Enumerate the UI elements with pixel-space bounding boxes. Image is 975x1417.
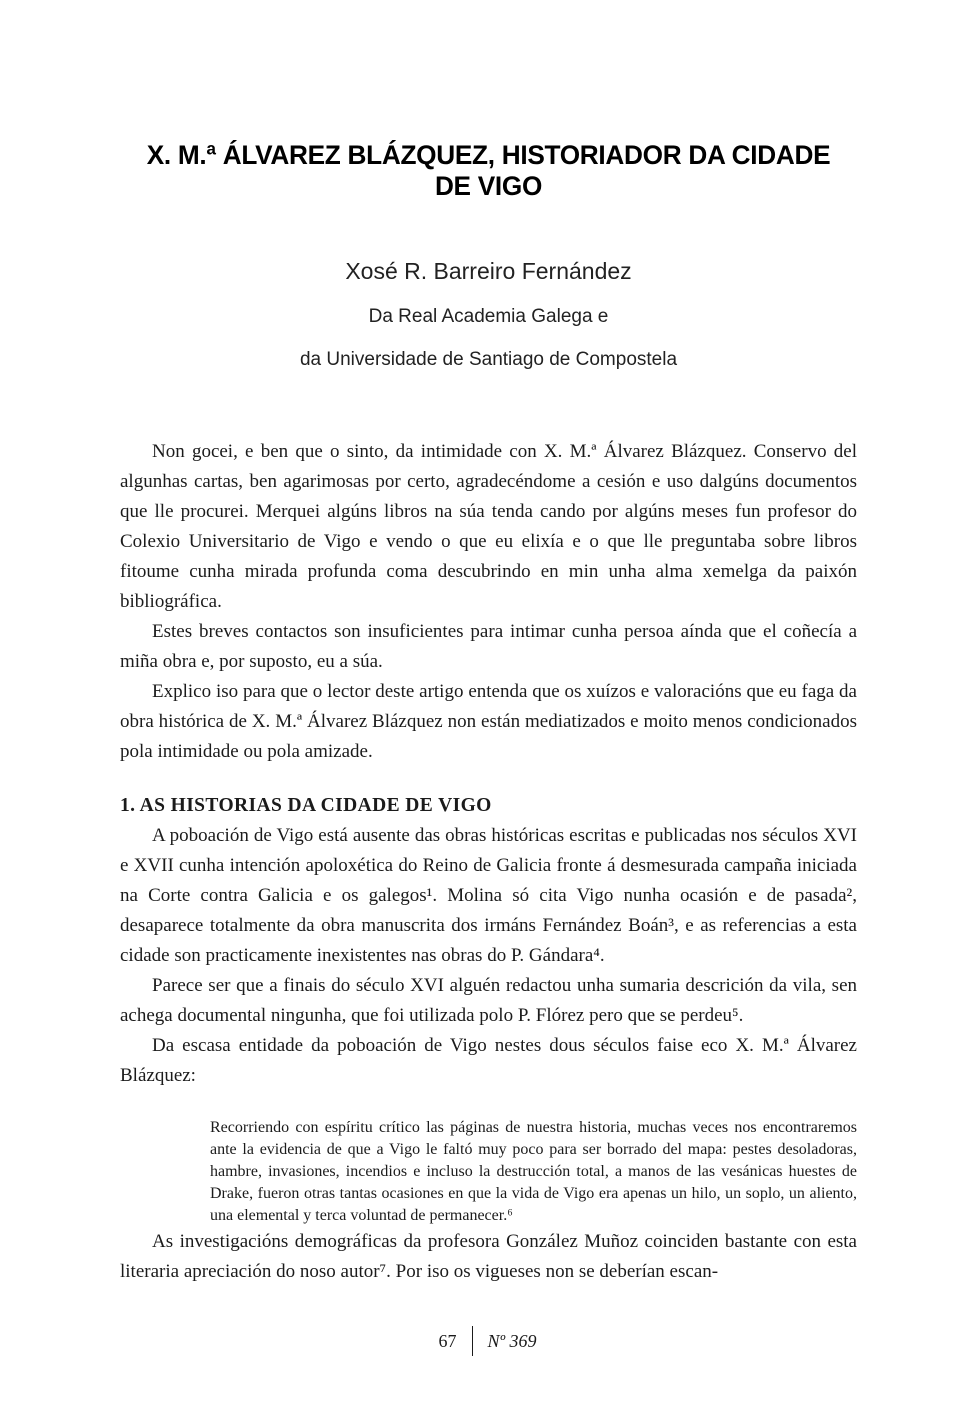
- page-footer: [0, 1326, 975, 1356]
- footer-divider: [472, 1326, 473, 1356]
- body-paragraph: As investigacións demográficas da profesora González Muñoz coinciden bastante con esta literaria apreciación do noso autor⁷. Por iso os vigueses non se deberían escan-: [120, 1231, 857, 1282]
- block-quote: Recorriendo con espíritu crítico las páginas de nuestra historia, muchas veces nos encontraremos ante la evidencia de que a Vigo le faltó muy poco para ser borrado del mapa: pestes desoladoras, hambre, invasiones, incendios e incluso la destrucción total, a manos de las vesánicas huestes de Drake, fueron otras tantas ocasiones en que la vida de Vigo era apenas un hilo, un soplo, un aliento, una elemental y terca voluntad de permanecer.⁶: [210, 1119, 857, 1224]
- footer-issue-number: Nº 369: [487, 1330, 537, 1351]
- body-paragraph: Estes breves contactos son insuficientes para intimar cunha persoa aínda que el coñecía a miña obra e, por suposto, eu a súa.: [120, 621, 857, 672]
- page-title: X. M.ª ÁLVAREZ BLÁZQUEZ, HISTORIADOR DA CIDADE DE VIGO: [146, 140, 831, 201]
- affiliation-line-2: da Universidade de Santiago de Compostela: [299, 349, 678, 370]
- article-content: [120, 0, 857, 1287]
- author-name: Xosé R. Barreiro Fernández: [345, 258, 632, 284]
- body-paragraph: Parece ser que a finais do século XVI alguén redactou unha sumaria descrición da vila, sen achega documental ningunha, que foi utilizada polo P. Flórez pero que se perdeu⁵.: [120, 975, 857, 1026]
- body-paragraph: Da escasa entidade da poboación de Vigo nestes dous séculos faise eco X. M.ª Álvarez Blázquez:: [120, 1035, 857, 1086]
- section-heading: 1. AS HISTORIAS DA CIDADE DE VIGO: [120, 795, 492, 816]
- article-body: [120, 437, 857, 1287]
- footer-page-number: 67: [438, 1330, 457, 1351]
- body-paragraph: Non gocei, e ben que o sinto, da intimidade con X. M.ª Álvarez Blázquez. Conservo del algunhas cartas, ben agarimosas por certo, agradecéndome a cesión e uso dalgúns documentos que lle procurei. Merquei algúns libros na súa tenda cando por algúns meses fun profesor do Colexio Universitario de Vigo e vendo o que eu elixía e o que lle preguntaba sobre libros fitoume cunha mirada profunda coma descubrindo en min unha alma xemelga da paixón bibliográfica.: [120, 441, 857, 612]
- affiliation-line-1: Da Real Academia Galega e: [368, 306, 609, 327]
- body-paragraph: A poboación de Vigo está ausente das obras históricas escritas e publicadas nos séculos XVI e XVII cunha intención apoloxética do Reino de Galicia fronte á desmesurada campaña iniciada na Corte contra Galicia e os galegos¹. Molina só cita Vigo nunha ocasión e de pasada², desaparece totalmente da obra manuscrita dos irmáns Fernández Boán³, e as referencias a esta cidade son practicamente inexistentes nas obras do P. Gándara⁴.: [120, 825, 857, 966]
- body-paragraph: Explico iso para que o lector deste artigo entenda que os xuízos e valoracións que eu faga da obra histórica de X. M.ª Álvarez Blázquez non están mediatizados e moito menos condicionados pola intimidade ou pola amizade.: [120, 681, 857, 762]
